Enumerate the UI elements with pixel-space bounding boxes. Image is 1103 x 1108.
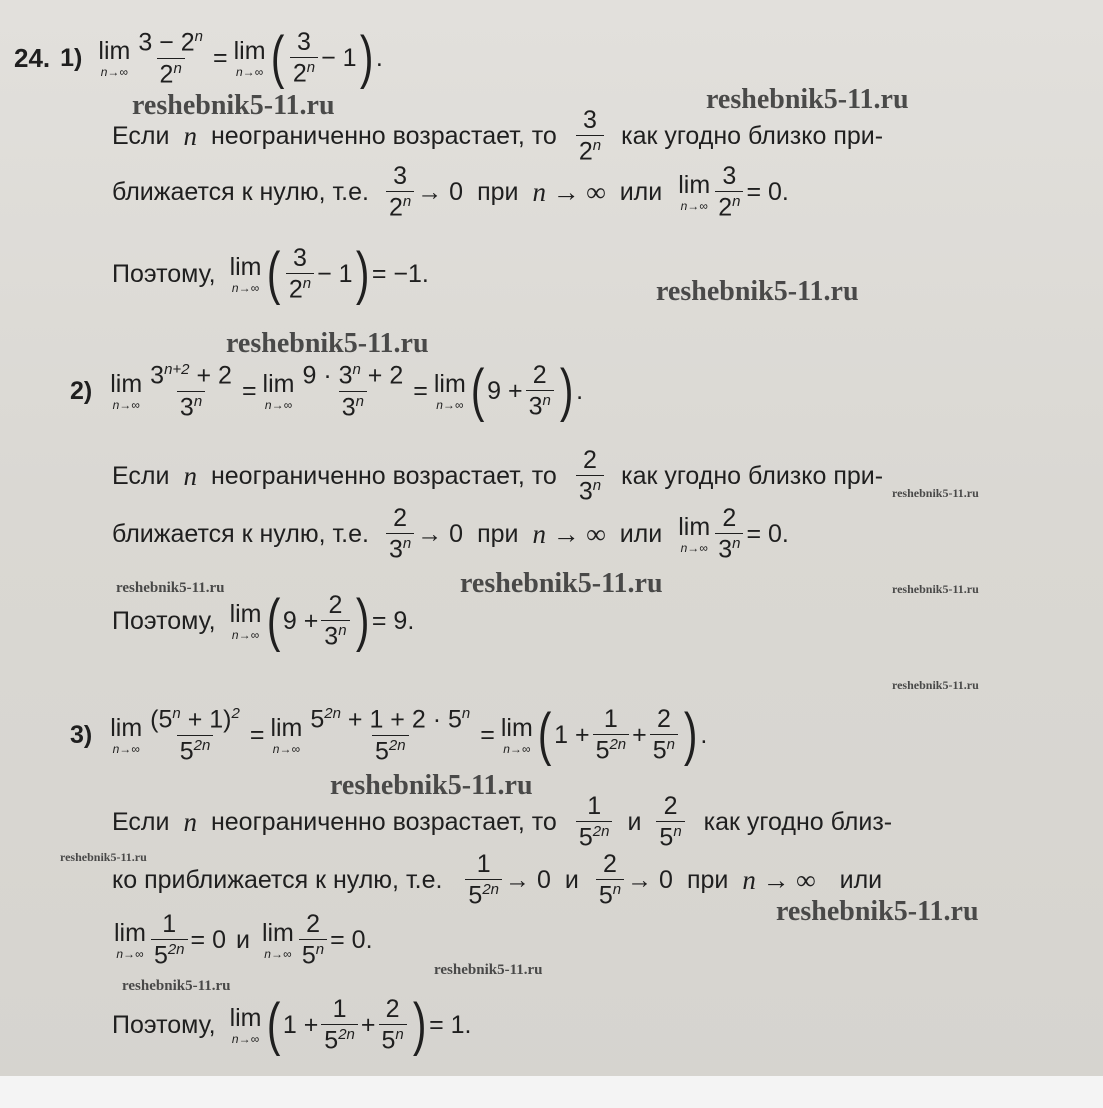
lim-symbol: lim n→∞ (270, 713, 303, 756)
text: и (627, 807, 642, 836)
fraction: $\frac{2}{5^n}$ (650, 707, 678, 763)
text: Если (112, 121, 170, 150)
text: Поэтому, (112, 1010, 216, 1039)
expression: → 0 (417, 177, 464, 206)
text: Поэтому, (112, 259, 216, 288)
expression: n → ∞ (532, 518, 606, 549)
variable-n: n (183, 806, 197, 837)
text: или (619, 519, 663, 548)
expression: 9 + (282, 606, 319, 635)
expression: + (360, 1010, 376, 1039)
fraction: $\frac{5^{2n} + 1 + 2 \cdot 5^n}{5^{2n}}$ (310, 705, 471, 765)
expression: → 0 (417, 519, 464, 548)
text: ко приближается к нулю, т.е. (112, 865, 443, 894)
part2-reasoning (112, 445, 884, 506)
fraction: $\frac{2}{5^n}$ (379, 997, 407, 1053)
text: или (839, 865, 883, 894)
text: или (619, 177, 663, 206)
variable-n: n (183, 120, 197, 151)
part1-conclusion: Поэтому, lim n→∞ ( $\frac{3}{2^n}$ − 1 ) = −1. (112, 241, 429, 306)
expression: − 1 (317, 259, 353, 288)
fraction: $\frac{1}{5^{2n}}$ (465, 852, 502, 908)
lim-symbol: lim n→∞ (110, 369, 143, 412)
variable-n: n (183, 460, 197, 491)
lim-symbol: lim n→∞ (229, 599, 262, 642)
part3-conclusion: Поэтому, lim n→∞ ( 1 + $\frac{1}{5^{2n}}$ + $\frac{2}{5^n}$ ) = 1. (112, 992, 472, 1057)
lim-symbol: lim n→∞ (110, 713, 143, 756)
part3-label: 3) (70, 720, 93, 749)
lim-symbol: lim n→∞ (433, 369, 466, 412)
equals: = (241, 376, 257, 405)
text: Если (112, 807, 170, 836)
text: неограниченно возрастает, то (210, 807, 557, 836)
part2-equation: 2) lim n→∞ $\frac{3^{n+2} + 2}{3^n}$ = lim n→∞ $\frac{9 \cdot 3^n + 2}{3^n}$ = lim n→∞ ( 9 + $\frac{2}{3^n}$ ) . (70, 358, 584, 423)
text: как угодно близко при- (621, 121, 884, 150)
part3-reasoning-line3 (112, 909, 373, 970)
watermark: reshebnik5-11.ru (60, 850, 147, 864)
fraction: $\frac{3}{2^n}$ (286, 246, 314, 302)
expression: = 0 (190, 925, 226, 954)
watermark: reshebnik5-11.ru (460, 568, 663, 599)
equals: = (212, 43, 228, 72)
fraction: $\frac{2}{3^n}$ (715, 506, 743, 562)
watermark: reshebnik5-11.ru (706, 84, 909, 115)
text: и (235, 925, 250, 954)
expression: n → ∞ (742, 864, 816, 895)
result: = 1. (429, 1010, 472, 1039)
watermark: reshebnik5-11.ru (116, 580, 225, 596)
part2-reasoning-line2 (112, 503, 789, 564)
expression: 1 + (282, 1010, 319, 1039)
result: = 9. (371, 606, 415, 635)
fraction: $\frac{1}{5^{2n}}$ (593, 707, 630, 763)
part1-equation: 24. 1) lim n→∞ $\frac{3 - 2^n}{2^n}$ = lim n→∞ ( $\frac{3}{2^n}$ − 1 ) . (14, 25, 383, 90)
watermark: reshebnik5-11.ru (892, 582, 979, 596)
fraction: $\frac{1}{5^{2n}}$ (151, 912, 188, 968)
part1-label: 1) (60, 43, 83, 72)
text: при (686, 865, 729, 894)
lim-symbol: lim n→∞ (678, 170, 711, 213)
lim-symbol: lim n→∞ (233, 36, 266, 79)
fraction: $\frac{3}{2^n}$ (386, 164, 414, 220)
watermark: reshebnik5-11.ru (892, 486, 979, 500)
fraction: $\frac{2}{5^n}$ (656, 794, 684, 850)
watermark: reshebnik5-11.ru (434, 962, 543, 978)
lim-symbol: lim n→∞ (229, 1003, 262, 1046)
equals: = (413, 376, 428, 405)
part3-reasoning (112, 791, 893, 852)
equals: = (480, 720, 495, 749)
watermark: reshebnik5-11.ru (656, 276, 859, 307)
fraction: $\frac{2}{5^n}$ (596, 852, 624, 908)
text: ближается к нулю, т.е. (112, 177, 369, 206)
lim-symbol: lim n→∞ (262, 369, 295, 412)
part3-equation: 3) lim n→∞ $\frac{(5^n + 1)^2}{5^{2n}}$ = lim n→∞ $\frac{5^{2n} + 1 + 2 \cdot 5^n}{5^{2n}}$ = lim n→∞ ( 1 + $\frac{1}{5^{2n}}$ + $\frac{2}{5^n}$ ) . (70, 702, 708, 767)
fraction: $\frac{2}{3^n}$ (576, 448, 604, 504)
part2-label: 2) (70, 376, 93, 405)
expression: = 0. (746, 519, 789, 548)
lim-symbol: lim n→∞ (98, 36, 131, 79)
problem-number: 24. (14, 43, 51, 73)
text: и (564, 865, 579, 894)
fraction: $\frac{3}{2^n}$ (290, 30, 318, 86)
watermark: reshebnik5-11.ru (330, 770, 533, 801)
expression: → 0 (505, 865, 551, 894)
watermark: reshebnik5-11.ru (226, 328, 429, 359)
fraction: $\frac{3}{2^n}$ (715, 164, 743, 220)
lim-symbol: lim n→∞ (114, 918, 146, 961)
result: = −1. (371, 259, 429, 288)
fraction: $\frac{2}{3^n}$ (386, 506, 414, 562)
lim-symbol: lim n→∞ (678, 512, 711, 555)
text: при (477, 519, 519, 548)
text: как угодно близко при- (621, 461, 884, 490)
fraction: $\frac{2}{5^n}$ (299, 912, 327, 968)
fraction: $\frac{2}{3^n}$ (526, 363, 554, 419)
fraction: $\frac{3}{2^n}$ (576, 108, 604, 164)
lim-symbol: lim n→∞ (261, 918, 294, 961)
expression: n → ∞ (532, 176, 606, 207)
fraction: $\frac{1}{5^{2n}}$ (576, 794, 613, 850)
part2-conclusion: Поэтому, lim n→∞ ( 9 + $\frac{2}{3^n}$ ) = 9. (112, 588, 415, 653)
expression: → 0 (627, 865, 673, 894)
watermark: reshebnik5-11.ru (132, 90, 335, 121)
expression: 9 + (487, 376, 523, 405)
text: неограниченно возрастает, то (210, 461, 557, 490)
text: неограниченно возрастает, то (210, 121, 557, 150)
expression: 1 + (554, 720, 590, 749)
fraction: $\frac{2}{3^n}$ (321, 593, 349, 649)
fraction: $\frac{(5^n + 1)^2}{5^{2n}}$ (150, 705, 240, 765)
expression: = 0. (330, 925, 373, 954)
watermark: reshebnik5-11.ru (122, 978, 231, 994)
expression: + (632, 720, 647, 749)
fraction: $\frac{1}{5^{2n}}$ (321, 997, 358, 1053)
expression: − 1 (321, 43, 357, 72)
lim-symbol: lim n→∞ (229, 252, 262, 295)
text: при (477, 177, 519, 206)
text: как угодно близ- (703, 807, 893, 836)
fraction: $\frac{9 \cdot 3^n + 2}{3^n}$ (302, 361, 404, 421)
equals: = (249, 720, 265, 749)
text: ближается к нулю, т.е. (112, 519, 369, 548)
fraction: $\frac{3^{n+2} + 2}{3^n}$ (150, 361, 232, 421)
part3-reasoning-line2 (112, 849, 883, 910)
text: Поэтому, (112, 606, 216, 635)
watermark: reshebnik5-11.ru (892, 678, 979, 692)
expression: = 0. (746, 177, 789, 206)
lim-symbol: lim n→∞ (500, 713, 533, 756)
text: Если (112, 461, 170, 490)
fraction: $\frac{3 - 2^n}{2^n}$ (138, 28, 203, 88)
watermark: reshebnik5-11.ru (776, 896, 979, 927)
part1-reasoning-line2 (112, 161, 789, 222)
